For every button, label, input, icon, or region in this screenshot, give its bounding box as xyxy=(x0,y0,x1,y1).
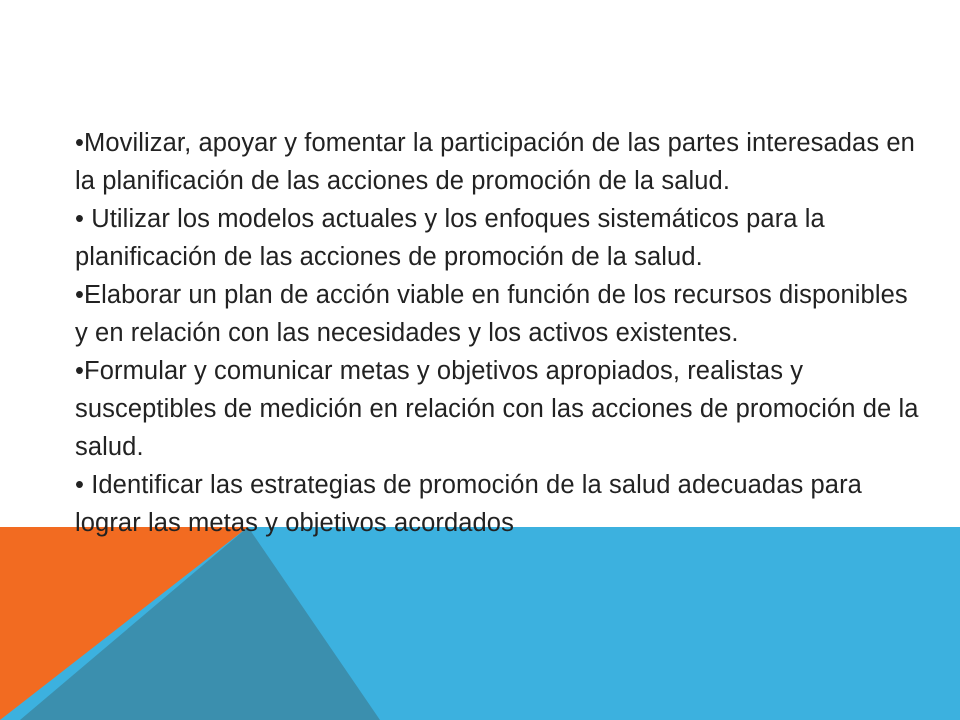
bullet-list xyxy=(75,124,925,542)
bullet-item: •Elaborar un plan de acción viable en función de los recursos disponibles y en relación con las necesidades y los activos existentes. xyxy=(75,281,908,347)
bullet-item: •Movilizar, apoyar y fomentar la participación de las partes interesadas en la planificación de las acciones de promoción de la salud. xyxy=(75,129,915,195)
bullet-item: • Utilizar los modelos actuales y los enfoques sistemáticos para la planificación de las acciones de promoción de la salud. xyxy=(75,205,825,271)
bullet-item: •Formular y comunicar metas y objetivos apropiados, realistas y susceptibles de medición en relación con las acciones de promoción de la salud. xyxy=(75,357,919,461)
bullet-item: • Identificar las estrategias de promoción de la salud adecuadas para lograr las metas y objetivos acordados xyxy=(75,471,862,537)
